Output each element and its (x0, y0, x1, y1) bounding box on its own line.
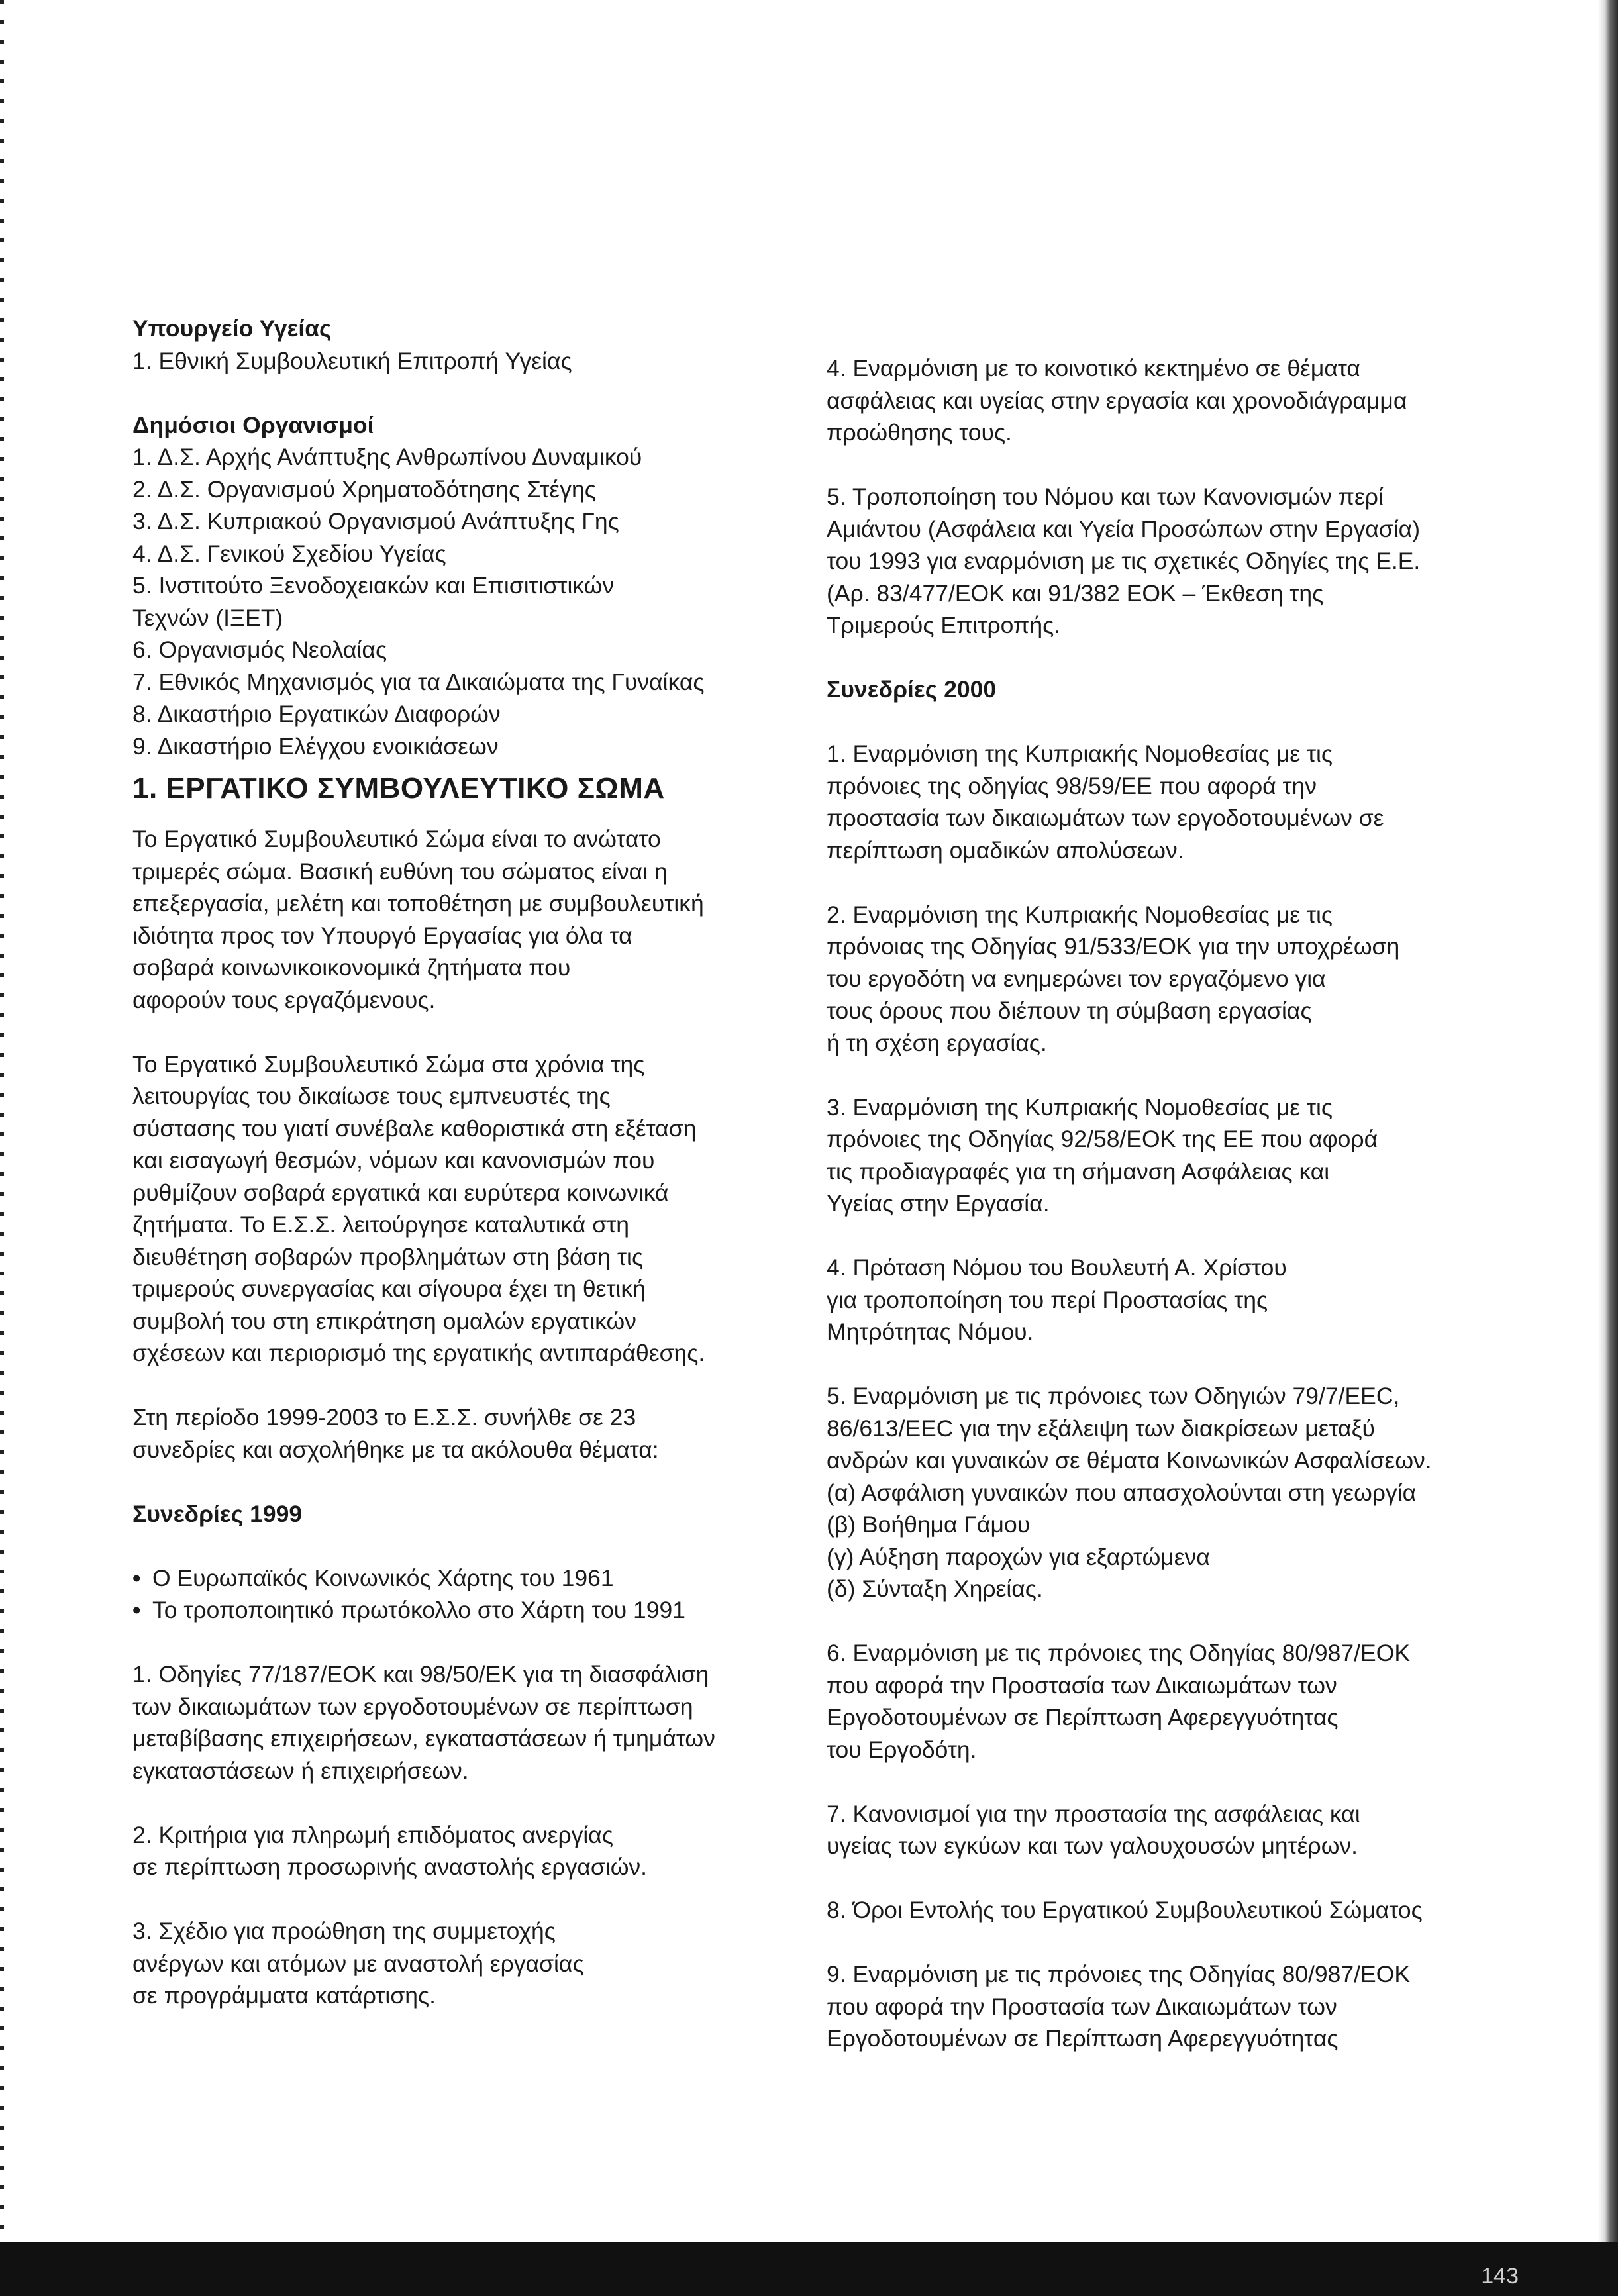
list-item-line: Υγείας στην Εργασία. (827, 1190, 1050, 1217)
heading-sessions-1999: Συνεδρίες 1999 (132, 1500, 303, 1527)
footer-band (0, 2242, 1618, 2296)
paragraph-line: ζητήματα. Το Ε.Σ.Σ. λειτούργησε καταλυτικά στη (132, 1211, 629, 1238)
list-item-line: Αμιάντου (Ασφάλεια και Υγεία Προσώπων στην Εργασία) (827, 515, 1421, 542)
list-item-line: που αφορά την Προστασία των Δικαιωμάτων των (827, 1993, 1337, 2020)
paragraph-line: ρυθμίζουν σοβαρά εργατικά και ευρύτερα κοινωνικά (132, 1179, 669, 1206)
list-item-line: 3. Σχέδιο για προώθηση της συμμετοχής (132, 1918, 556, 1944)
list-item-line: 1. Εναρμόνιση της Κυπριακής Νομοθεσίας με τις (827, 740, 1333, 767)
public-item: 9. Δικαστήριο Ελέγχου ενοικιάσεων (132, 732, 499, 760)
paragraph-line: και εισαγωγή θεσμών, νόμων και κανονισμών που (132, 1147, 655, 1173)
list-item-line: ανδρών και γυναικών σε θέματα Κοινωνικών Ασφαλίσεων. (827, 1447, 1432, 1473)
public-item: Τεχνών (ΙΞΕΤ) (132, 604, 283, 631)
paragraph-line: λειτουργίας του δικαίωσε τους εμπνευστές της (132, 1083, 611, 1109)
paragraph-line: σοβαρά κοινωνικοικονομικά ζητήματα που (132, 954, 571, 981)
list-item-line: Εργοδοτουμένων σε Περίπτωση Αφερεγγυότητας (827, 1704, 1339, 1730)
section-title: 1. ΕΡΓΑΤΙΚΟ ΣΥΜΒΟΥΛΕΥΤΙΚΟ ΣΩΜΑ (132, 772, 665, 805)
paragraph-line: ιδιότητα προς τον Υπουργό Εργασίας για όλα τα (132, 922, 632, 949)
scan-right-edge (1598, 0, 1618, 2296)
list-item-line: 7. Κανονισμοί για την προστασία της ασφάλειας και (827, 1800, 1360, 1827)
list-item-line: υγείας των εγκύων και των γαλουχουσών μητέρων. (827, 1832, 1358, 1859)
list-item-line: (δ) Σύνταξη Χηρείας. (827, 1575, 1043, 1602)
paragraph-line: Το Εργατικό Συμβουλευτικό Σώμα στα χρόνια της (132, 1050, 645, 1077)
list-item-line: 5. Εναρμόνιση με τις πρόνοιες των Οδηγιών 79/7/EEC, (827, 1383, 1400, 1409)
list-item-line: μεταβίβασης επιχειρήσεων, εγκαταστάσεων ή τμημάτων (132, 1725, 715, 1752)
list-item-line: 9. Εναρμόνιση με τις πρόνοιες της Οδηγίας 80/987/ΕΟΚ (827, 1961, 1410, 1987)
list-item-line: (γ) Αύξηση παροχών για εξαρτώμενα (827, 1543, 1210, 1570)
page-number: 143 (1481, 2264, 1519, 2289)
list-item-line: ασφάλειας και υγείας στην εργασία και χρονοδιάγραμμα (827, 387, 1407, 414)
public-item: 4. Δ.Σ. Γενικού Σχεδίου Υγείας (132, 540, 446, 567)
public-item: 1. Δ.Σ. Αρχής Ανάπτυξης Ανθρωπίνου Δυναμικού (132, 444, 642, 470)
list-item-line: σε περίπτωση προσωρινής αναστολής εργασιών. (132, 1854, 648, 1880)
heading-sessions-2000: Συνεδρίες 2000 (827, 676, 997, 703)
list-item-line: σε προγράμματα κατάρτισης. (132, 1982, 436, 2009)
list-item-line: 6. Εναρμόνιση με τις πρόνοιες της Οδηγίας 80/987/ΕΟΚ (827, 1640, 1410, 1666)
ministry-item: 1. Εθνική Συμβουλευτική Επιτροπή Υγείας (132, 347, 572, 374)
list-item-line: που αφορά την Προστασία των Δικαιωμάτων των (827, 1672, 1337, 1699)
heading-ministry-health: Υπουργείο Υγείας (132, 315, 332, 342)
paragraph-line: σύστασης του γιατί συνέβαλε καθοριστικά στη εξέταση (132, 1115, 697, 1142)
paragraph-line: Το Εργατικό Συμβουλευτικό Σώμα είναι το ανώτατο (132, 826, 661, 852)
bullet-item: • Ο Ευρωπαϊκός Κοινωνικός Χάρτης του 1961 (132, 1562, 768, 1595)
list-item-line: προστασία των δικαιωμάτων των εργοδοτουμένων σε (827, 805, 1384, 831)
list-item-line: 86/613/EEC για την εξάλειψη των διακρίσεων μεταξύ (827, 1415, 1375, 1442)
list-item-line: πρόνοιες της οδηγίας 98/59/ΕΕ που αφορά την (827, 772, 1317, 799)
public-item: 3. Δ.Σ. Κυπριακού Οργανισμού Ανάπτυξης Γης (132, 508, 619, 534)
paragraph-line: επεξεργασία, μελέτη και τοποθέτηση με συμβουλευτική (132, 890, 704, 917)
heading-public-organizations: Δημόσιοι Οργανισμοί (132, 411, 374, 438)
left-column (132, 313, 768, 2012)
bullet-dot-icon: • (132, 1597, 141, 1623)
scan-left-edge (0, 0, 4, 2296)
list-item-line: ή τη σχέση εργασίας. (827, 1029, 1047, 1056)
paragraph-line: σχέσεων και περιορισμό της εργατικής αντιπαράθεσης. (132, 1340, 705, 1366)
list-item-line: περίπτωση ομαδικών απολύσεων. (827, 836, 1184, 864)
list-item-line: (Αρ. 83/477/ΕΟΚ και 91/382 ΕΟΚ – Έκθεση της (827, 579, 1324, 607)
list-item-line: του εργοδότη να ενημερώνει τον εργαζόμενο για (827, 965, 1326, 992)
paragraph-line: διευθέτηση σοβαρών προβλημάτων στη βάση τις (132, 1243, 644, 1270)
list-item-line: 8. Όροι Εντολής του Εργατικού Συμβουλευτικού Σώματος (827, 1897, 1423, 1923)
list-item-line: του 1993 για εναρμόνιση με τις σχετικές Οδηγίες της Ε.Ε. (827, 548, 1421, 574)
list-item-line: 3. Εναρμόνιση της Κυπριακής Νομοθεσίας με τις (827, 1093, 1333, 1121)
paragraph-line: τριμερές σώμα. Βασική ευθύνη του σώματος είναι η (132, 858, 668, 885)
list-item-line: 4. Εναρμόνιση με το κοινοτικό κεκτημένο σε θέματα (827, 355, 1360, 381)
list-item-line: 5. Τροποποίηση του Νόμου και των Κανονισμών περί (827, 483, 1384, 510)
list-item-line: Μητρότητας Νόμου. (827, 1319, 1034, 1345)
list-item-line: των δικαιωμάτων των εργοδοτουμένων σε περίπτωση (132, 1693, 693, 1720)
public-item: 5. Ινστιτούτο Ξενοδοχειακών και Επισιτιστικών (132, 572, 615, 599)
list-item-line: 2. Κριτήρια για πληρωμή επιδόματος ανεργίας (132, 1821, 613, 1848)
paragraph-line: συμβολή του στη επικράτηση ομαλών εργατικών (132, 1307, 636, 1334)
paragraph-line: συνεδρίες και ασχολήθηκε με τα ακόλουθα θέματα: (132, 1436, 659, 1463)
public-item: 2. Δ.Σ. Οργανισμού Χρηματοδότησης Στέγης (132, 475, 596, 503)
paragraph-line: τριμερούς συνεργασίας και σίγουρα έχει τη θετική (132, 1275, 646, 1302)
bullet-dot-icon: • (132, 1564, 141, 1591)
list-item-line: 4. Πρόταση Νόμου του Βουλευτή Α. Χρίστου (827, 1254, 1287, 1281)
list-item-line: (β) Βοήθημα Γάμου (827, 1511, 1031, 1538)
paragraph-line: Στη περίοδο 1999-2003 το Ε.Σ.Σ. συνήλθε σε 23 (132, 1404, 636, 1430)
list-item-line: 2. Εναρμόνιση της Κυπριακής Νομοθεσίας με τις (827, 901, 1333, 928)
public-item: 6. Οργανισμός Νεολαίας (132, 636, 387, 663)
public-item: 8. Δικαστήριο Εργατικών Διαφορών (132, 701, 501, 727)
public-item: 7. Εθνικός Μηχανισμός για τα Δικαιώματα της Γυναίκας (132, 668, 705, 695)
list-item-line: 1. Οδηγίες 77/187/ΕΟΚ και 98/50/ΕΚ για τη διασφάλιση (132, 1661, 709, 1687)
list-item-line: πρόνοιες της Οδηγίας 92/58/ΕΟΚ της ΕΕ που αφορά (827, 1126, 1378, 1152)
list-item-line: (α) Ασφάλιση γυναικών που απασχολούνται στη γεωργία (827, 1479, 1417, 1506)
list-item-line: ανέργων και ατόμων με αναστολή εργασίας (132, 1950, 584, 1977)
list-item-line: τις προδιαγραφές για τη σήμανση Ασφάλειας και (827, 1158, 1330, 1185)
list-item-line: τους όρους που διέπουν τη σύμβαση εργασίας (827, 997, 1312, 1024)
list-item-line: προώθησης τους. (827, 419, 1012, 446)
list-item-line: πρόνοιας της Οδηγίας 91/533/ΕΟΚ για την υποχρέωση (827, 933, 1400, 960)
right-column (827, 352, 1489, 2055)
list-item-line: Τριμερούς Επιτροπής. (827, 612, 1061, 638)
list-item-line: του Εργοδότη. (827, 1736, 977, 1763)
paragraph-line: αφορούν τους εργαζόμενους. (132, 986, 436, 1013)
list-item-line: εγκαταστάσεων ή επιχειρήσεων. (132, 1757, 469, 1784)
bullet-item: • Το τροποποιητικό πρωτόκολλο στο Χάρτη του 1991 (132, 1594, 768, 1626)
list-item-line: για τροποποίηση του περί Προστασίας της (827, 1286, 1268, 1313)
list-item-line: Εργοδοτουμένων σε Περίπτωση Αφερεγγυότητας (827, 2025, 1339, 2052)
